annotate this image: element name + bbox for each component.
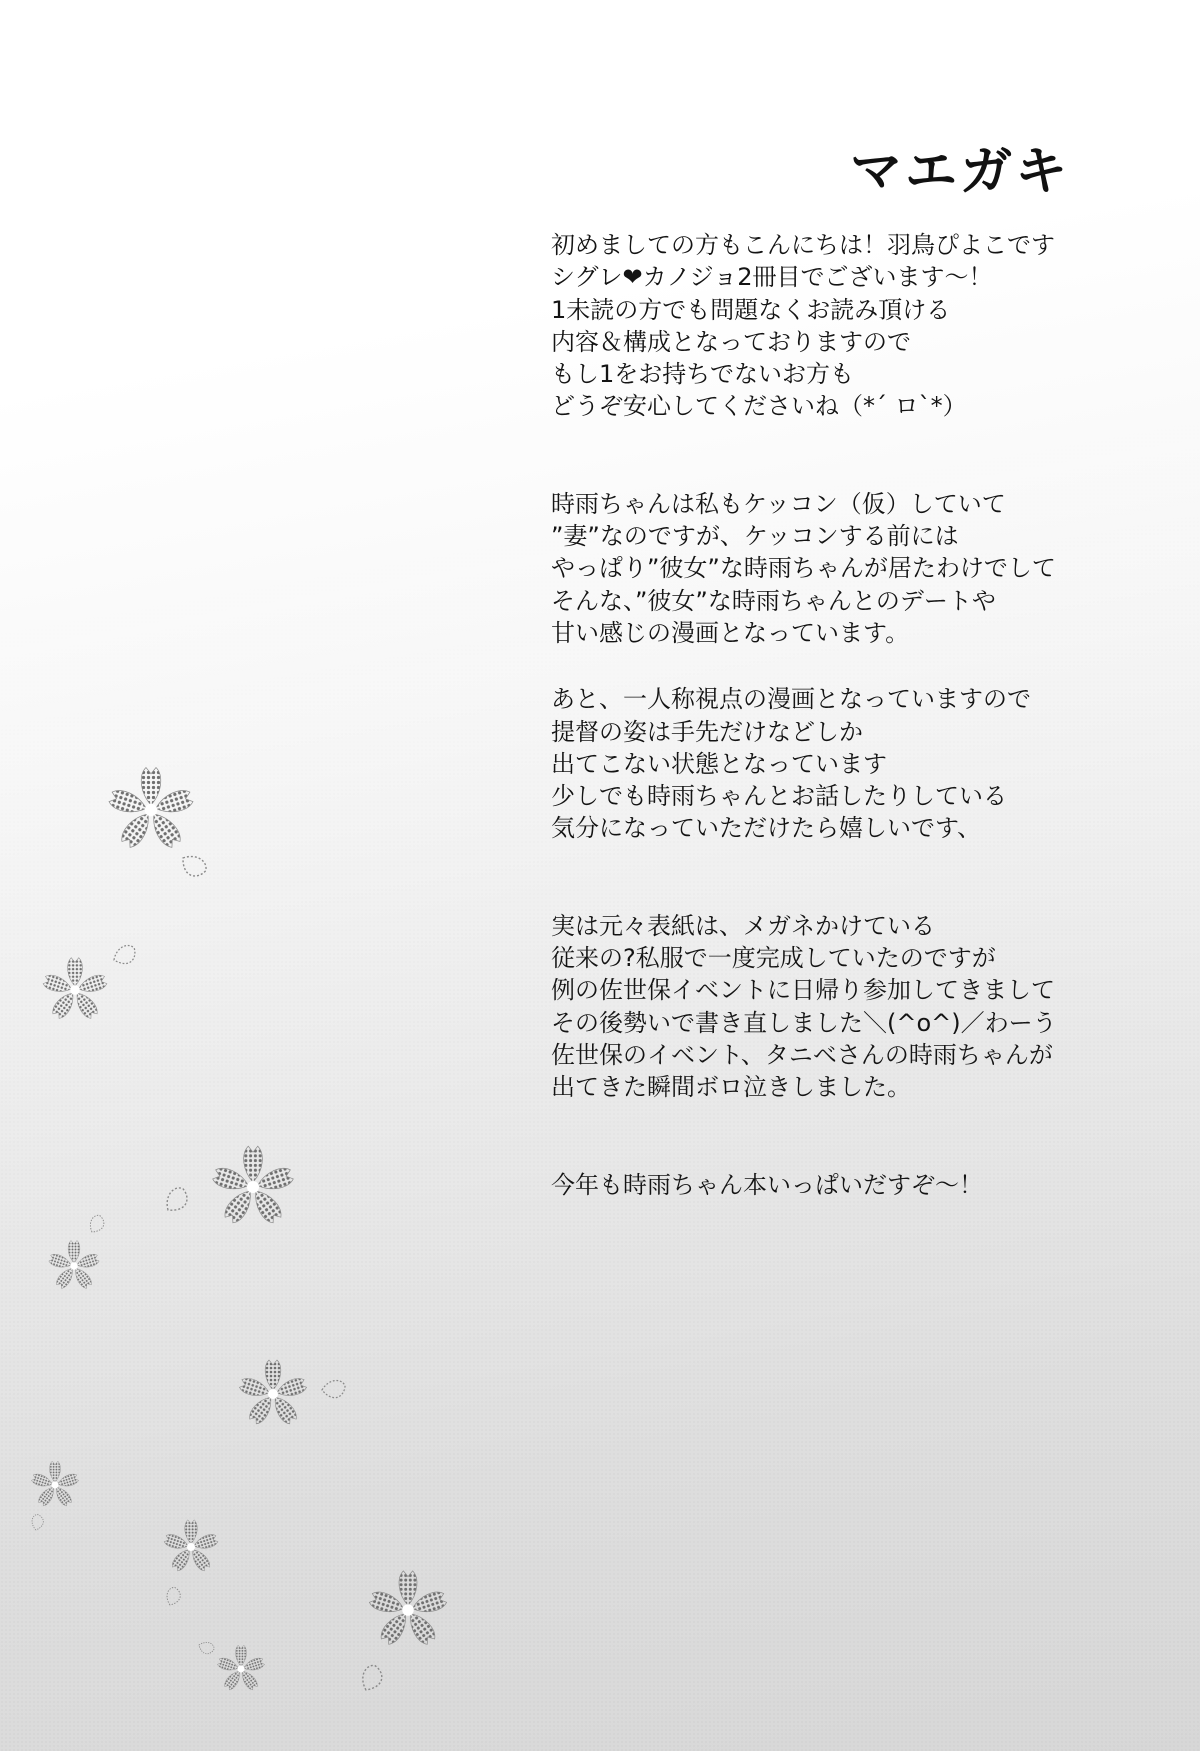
page-title: マエガキ [850, 142, 1071, 202]
paragraph-closing: 今年も時雨ちゃん本いっぱいだすぞ〜！ [551, 1170, 983, 1199]
paragraph-cover-story: 実は元々表紙は、メガネかけている 従来の?私服で一度完成していたのですが 例の佐世保イベントに日帰り参加してきまして その後勢いで書き直しました＼(^o^)／わーう 佐世保のイベント、タニベさんの時雨ちゃんが 出てきた瞬間ボロ泣きしました。 [551, 911, 1057, 1102]
preface-body [551, 229, 1111, 1201]
paragraph-greeting: 初めましての方もこんにちは！羽鳥ぴよこです シグレ❤カノジョ2冊目でございます〜！ 1未読の方でも問題なくお読み頂ける 内容＆構成となっておりますので もし1をお持ちでないお方も どうぞ安心してくださいね（*´ ロ`*） [551, 231, 1055, 421]
paragraph-viewpoint: あと、一人称視点の漫画となっていますので 提督の姿は手先だけなどしか 出てこない状態となっています 少しでも時雨ちゃんとお話したりしている 気分になっていただけたら嬉しいです、 [551, 685, 1031, 843]
paragraph-theme: 時雨ちゃんは私もケッコン（仮）していて ”妻”なのですが、ケッコンする前には やっぱり”彼女”な時雨ちゃんが居たわけでして そんな、”彼女”な時雨ちゃんとのデートや 甘い感じの漫画となっています。 [551, 489, 1056, 647]
